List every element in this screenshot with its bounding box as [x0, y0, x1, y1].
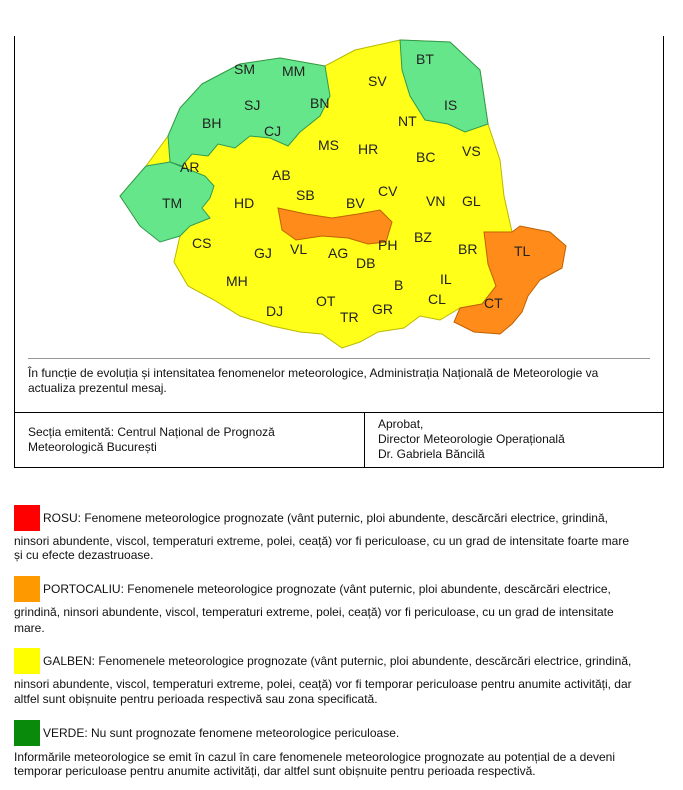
county-label-ab: AB [272, 167, 291, 183]
legend-orange-line3: mare. [14, 621, 45, 635]
county-label-ct: CT [484, 295, 503, 311]
county-label-bt: BT [416, 51, 434, 67]
county-label-sv: SV [368, 73, 387, 89]
county-label-sj: SJ [244, 97, 261, 113]
county-label-ot: OT [316, 293, 336, 309]
county-label-hr: HR [358, 141, 379, 157]
table-bottom-border [14, 467, 664, 468]
table-top-border [14, 412, 664, 413]
county-label-ms: MS [318, 137, 339, 153]
county-label-tr: TR [340, 309, 359, 325]
county-label-mh: MH [226, 273, 248, 289]
issuer-cell [28, 425, 275, 455]
county-label-hd: HD [234, 195, 255, 211]
county-label-bh: BH [202, 115, 222, 131]
county-label-is: IS [444, 97, 458, 113]
county-label-bv: BV [346, 195, 365, 211]
county-label-il: IL [440, 271, 452, 287]
county-label-nt: NT [398, 113, 417, 129]
legend-orange-swatch [14, 576, 40, 602]
info-table [14, 412, 664, 468]
county-label-b: B [394, 277, 404, 293]
county-label-vs: VS [462, 143, 481, 159]
county-label-sm: SM [234, 61, 255, 77]
county-label-cj: CJ [264, 123, 282, 139]
legend-green-swatch [14, 720, 40, 746]
table-divider [364, 412, 365, 468]
legend-red-line1: ROSU: Fenomene meteorologice prognozate (vânt puternic, ploi abundente, descărcări electrice, grindină, [43, 511, 608, 525]
legend-green-line3: temporar periculoase pentru anumite activități, dar altfel sunt obișnuite pentru perioada respectivă. [14, 764, 536, 778]
legend-orange-line2: grindină, ninsori abundente, viscol, temperaturi extreme, polei, ceață) vor fi periculoase, cu un grad de intensitate [14, 605, 614, 619]
county-label-tm: TM [162, 195, 183, 211]
frame-right-border [663, 36, 664, 468]
legend-red-swatch [14, 505, 40, 531]
legend-green-line1: VERDE: Nu sunt prognozate fenomene meteorologice periculoase. [43, 726, 400, 740]
approval-line3: Dr. Gabriela Băncilă [378, 447, 485, 461]
county-label-gj: GJ [254, 245, 272, 261]
legend-green-line2: Informările meteorologice se emit în cazul în care fenomenele meteorologice prognozate au potențial de a deveni [14, 750, 616, 764]
county-label-tl: TL [514, 243, 531, 259]
legend-orange-line1: PORTOCALIU: Fenomenele meteorologice prognozate (vânt puternic, ploi abundente, descărcări electrice, [43, 582, 611, 596]
county-label-mm: MM [282, 63, 306, 79]
legend-yellow-line3: altfel sunt obișnuite pentru perioada respectivă sau zona specificată. [14, 692, 378, 706]
issuer-line1: Secția emitentă: Centrul Național de Prognoză [28, 425, 275, 439]
approval-cell [378, 417, 565, 462]
county-label-bn: BN [310, 95, 330, 111]
county-label-vn: VN [426, 193, 446, 209]
county-label-bc: BC [416, 149, 436, 165]
legend-red-line3: și cu efecte dezastruoase. [14, 548, 154, 562]
county-label-db: DB [356, 255, 376, 271]
legend-red-line2: ninsori abundente, viscol, temperaturi extreme, polei, ceață) vor fi periculoase, cu un grad de intensitate foarte mare [14, 534, 629, 548]
county-label-cs: CS [192, 235, 212, 251]
map-separator-line [28, 358, 650, 359]
county-label-vl: VL [290, 241, 308, 257]
approval-line2: Director Meteorologie Operațională [378, 432, 565, 446]
county-label-dj: DJ [266, 303, 284, 319]
frame-left-border [14, 36, 15, 468]
county-label-sb: SB [296, 187, 315, 203]
county-label-cl: CL [428, 291, 446, 307]
county-label-gl: GL [462, 193, 481, 209]
county-label-ph: PH [378, 237, 398, 253]
county-label-bz: BZ [414, 229, 432, 245]
legend-yellow-line1: GALBEN: Fenomenele meteorologice prognozate (vânt puternic, ploi abundente, descărcări electrice, grindină, [43, 654, 632, 668]
update-note: În funcție de evoluția și intensitatea fenomenelor meteorologice, Administrația Națională de Meteorologie va actualiza prezentul mesaj. [28, 366, 599, 395]
county-label-gr: GR [372, 301, 393, 317]
county-label-br: BR [458, 241, 478, 257]
romania-warning-map [110, 36, 570, 356]
issuer-line2: Meteorologică București [28, 440, 157, 454]
county-label-ag: AG [328, 245, 349, 261]
legend-yellow-swatch [14, 648, 40, 674]
approval-line1: Aprobat, [378, 417, 424, 431]
county-label-cv: CV [378, 183, 398, 199]
county-label-ar: AR [180, 159, 200, 175]
legend-yellow-line2: ninsori abundente, viscol, temperaturi extreme, polei, ceață) vor fi temporar periculoase pentru anumite activități, dar [14, 677, 632, 691]
